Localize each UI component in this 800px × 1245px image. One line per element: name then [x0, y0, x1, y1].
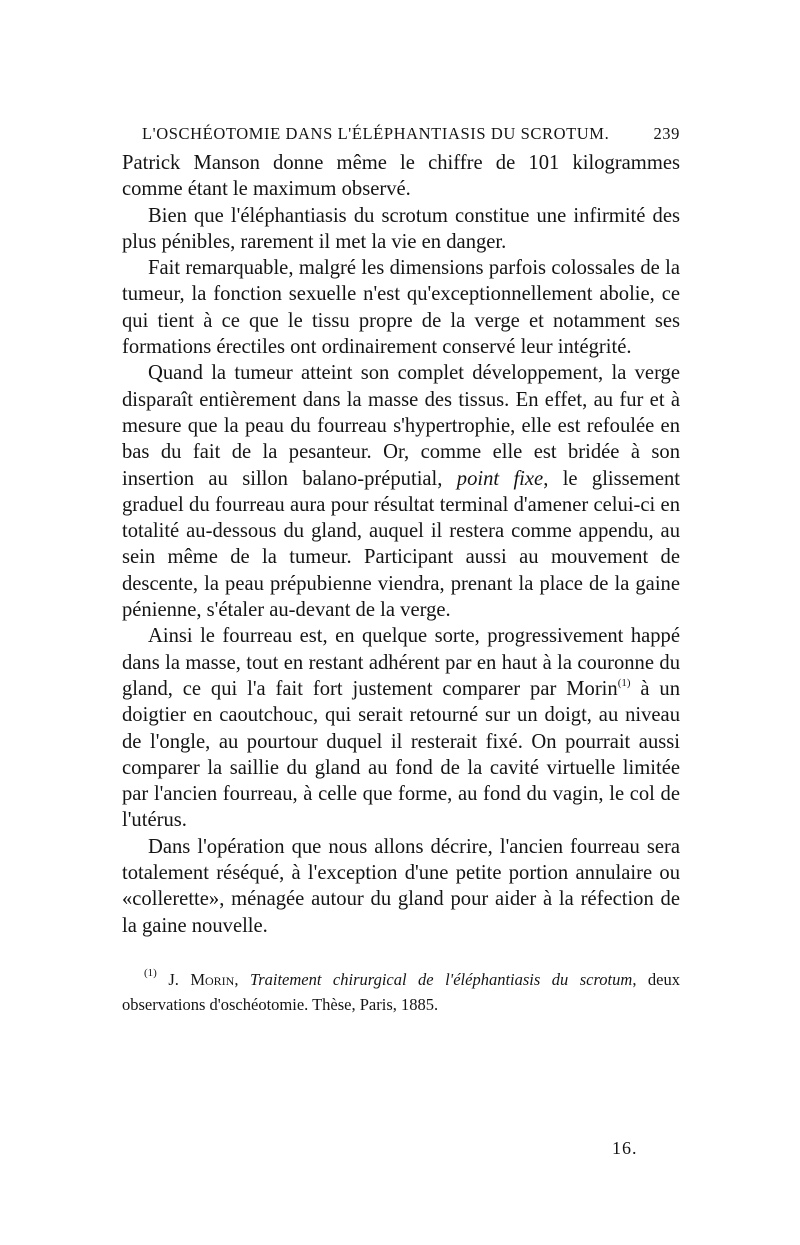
paragraph: Patrick Manson donne même le chiffre de 101 kilogrammes comme étant le maximum observé.: [122, 152, 680, 201]
page-number: 239: [653, 124, 680, 143]
paragraph: Dans l'opération que nous allons décrire, l'ancien fourreau sera totalement réséqué, à l'exception d'une petite portion annulaire ou «collerette», ménagée autour du gland pour aider à la réfection de la gaine nouvelle.: [122, 835, 680, 937]
signature-mark: 16.: [612, 1138, 638, 1158]
paragraph: [122, 623, 680, 833]
page: [122, 118, 680, 1017]
footnote-author: J. Morin: [168, 969, 235, 989]
footnote-marker: (1): [144, 966, 157, 979]
italic-phrase: point fixe: [456, 467, 544, 490]
paragraph-text: Ainsi le fourreau est, en quelque sorte, progressivement happé dans la masse, tout en restant adhérent par en haut à la couronne du gland, ce qui l'a fait fort justement comparer par Morin: [122, 625, 680, 700]
body-text: [122, 150, 680, 939]
running-title: L'OSCHÉOTOMIE DANS L'ÉLÉPHANTIASIS DU SCROTUM.: [142, 124, 610, 143]
paragraph: Bien que l'éléphantiasis du scrotum constitue une infirmité des plus pénibles, rarement il met la vie en danger.: [122, 204, 680, 253]
paragraph-text: , le glissement graduel du fourreau aura pour résultat terminal d'amener celui-ci en totalité au-dessous du gland, auquel il restera comme appendu, au sein même de la tumeur. Participant aussi au mouvement de descente, la peau prépubienne viendra, prenant la place de la gaine pénienne, s'étaler au-devant de la verge.: [122, 467, 680, 622]
running-head: [142, 118, 680, 150]
footnote-citation: , deux observations d'oschéotomie. Thèse, Paris, 1885.: [122, 969, 680, 1014]
footnote: $^{(1)}$ J. Morin, Traitement chirurgical de l'éléphantiasis du scrotum, deux observations d'oschéotomie. Thèse, Paris, 1885.: [122, 966, 680, 1014]
paragraph-text: Quand la tumeur atteint son complet développement, la verge disparaît entièrement dans la masse des tissus. En effet, au fur et à mesure que la peau du fourreau s'hypertrophie, elle est refoulée en bas du fait de la pesanteur. Or, comme elle est bridée à son insertion au sillon balano-préputial,: [122, 362, 680, 490]
paragraph: [122, 360, 680, 623]
footnote-reference[interactable]: (1): [617, 676, 631, 689]
paragraph-text: à un doigtier en caoutchouc, qui serait retourné sur un doigt, au niveau de l'ongle, au pourtour duquel il resterait fixé. On pourrait aussi comparer la saillie du gland au fond de la cavité virtuelle limitée par l'ancien fourreau, à celle que forme, au fond du vagin, le col de l'utérus.: [122, 677, 681, 832]
footnote-title: Traitement chirurgical de l'éléphantiasis du scrotum: [249, 969, 633, 989]
paragraph: Fait remarquable, malgré les dimensions parfois colossales de la tumeur, la fonction sexuelle n'est qu'exceptionnellement abolie, ce qui tient à ce que le tissu propre de la verge et notamment ses formations érectiles ont ordinairement conservé leur intégrité.: [122, 257, 680, 359]
